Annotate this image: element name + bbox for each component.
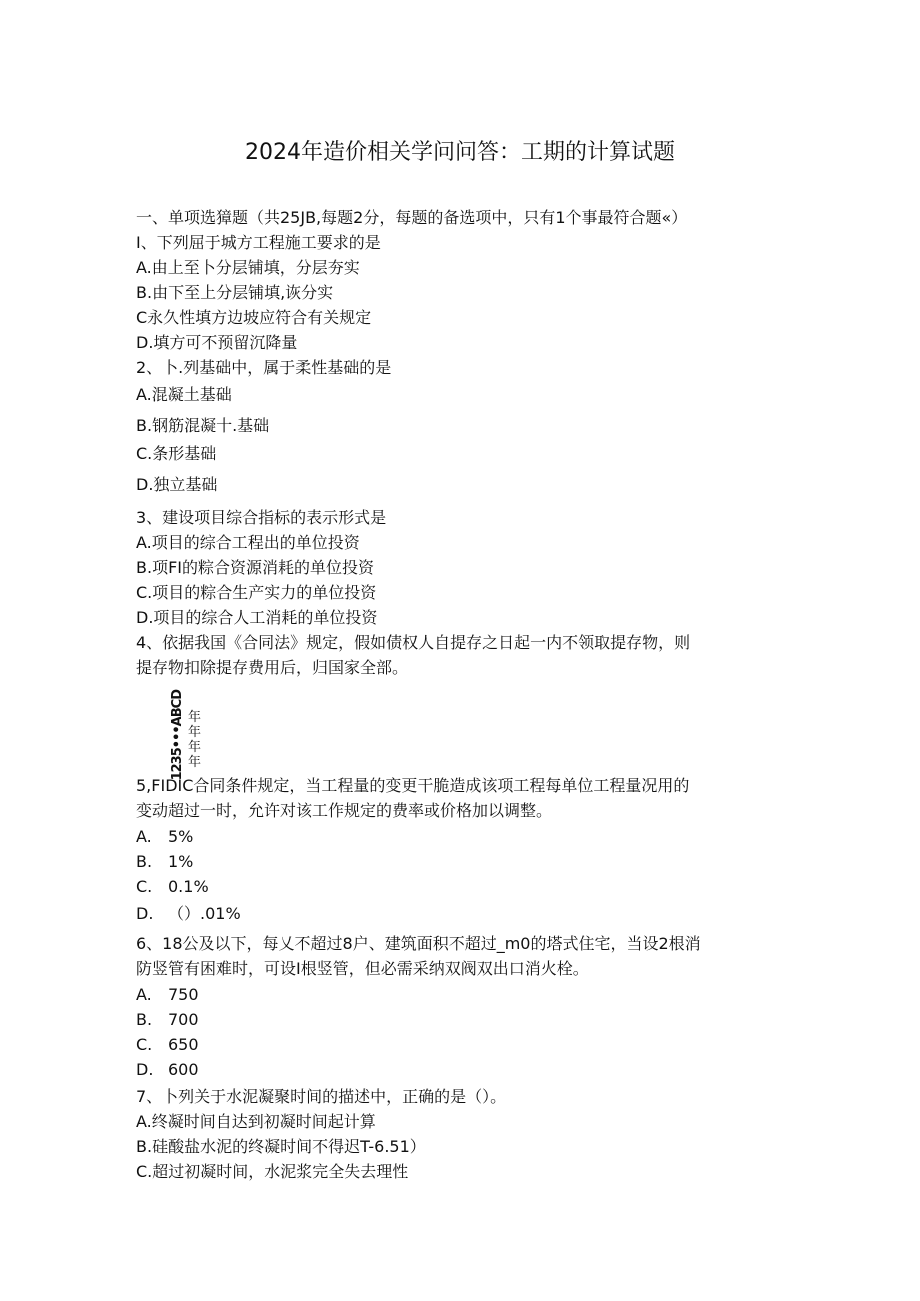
question-3-option-a: A.项目的综合工程出的单位投资: [136, 533, 360, 552]
question-6-option-b: [136, 1009, 199, 1031]
option-label: A.: [136, 827, 152, 846]
option-label: B.: [136, 1010, 153, 1029]
option-label: A.: [136, 985, 152, 1004]
option-value: 700: [168, 1010, 199, 1029]
question-2-stem: 2、卜.列基础中，属于柔性基础的是: [136, 358, 392, 377]
option-label: D.: [136, 1060, 154, 1079]
question-5-option-a: [136, 826, 193, 848]
question-3-option-c: C.项目的粽合生产实力的单位投资: [136, 583, 377, 602]
question-3-option-d: D.项目的综合人工消耗的单位投资: [136, 608, 378, 627]
option-label: C.: [136, 877, 153, 896]
question-2-option-d: D.独立基础: [136, 475, 218, 494]
option-value: 0.1%: [168, 877, 209, 896]
question-3-option-b: B.项FI的粽合资源消耗的单位投资: [136, 558, 374, 577]
question-1-option-b: B.由下至上分层铺填,诙分实: [136, 283, 334, 302]
question-4-year-d: 年: [188, 755, 202, 770]
question-6-stem-line-1: 6、18公及以下，每乂不超过8户、建筑面积不超过_m0的塔式住宅，当设2根消: [136, 934, 701, 953]
option-value: （）.01%: [168, 904, 241, 923]
question-5-option-c: [136, 876, 209, 898]
option-value: 1%: [168, 852, 194, 871]
question-1-option-a: A.由上至卜分层铺填，分层夯实: [136, 258, 360, 277]
question-5-stem-line-2: 变动超过一时，允许对该工作规定的费率或价格加以调整。: [136, 801, 553, 820]
question-1-option-d: D.填方可不预留沉降量: [136, 333, 298, 352]
question-4-stem-line-1: 4、依据我国《合同法》规定，假如债权人自提存之日起一内不领取提存物，则: [136, 633, 691, 652]
question-6-option-d: [136, 1059, 199, 1081]
question-6-option-c: [136, 1034, 199, 1056]
option-label: D.: [136, 904, 154, 923]
option-label: C.: [136, 1035, 153, 1054]
question-7-stem: 7、卜列关于水泥凝聚时间的描述中，正确的是（）。: [136, 1087, 507, 1106]
page-title: 2024年造价相关学问问答：工期的计算试题: [245, 140, 675, 165]
question-6-option-a: [136, 984, 199, 1006]
question-5-stem-line-1: 5,FIDIC合同条件规定，当工程量的变更干脆造成该项工程每单位工程量况用的: [136, 776, 690, 795]
question-4-stem-line-2: 提存物扣除提存费用后，归国家全部。: [136, 658, 409, 677]
question-4-vertical-labels: 1235•••ABCD: [170, 690, 185, 781]
question-5-option-d: [136, 903, 241, 925]
question-6-stem-line-2: 防竖管有困难时，可设I根竖管，但必需采纳双阀双出口消火栓。: [136, 959, 589, 978]
question-5-option-b: [136, 851, 193, 873]
question-7-option-c: C.超过初凝时间，水泥浆完全失去理性: [136, 1162, 409, 1181]
question-2-option-c: C.条形基础: [136, 444, 217, 463]
question-4-year-c: 年: [188, 740, 202, 755]
question-2-option-a: A.混凝土基础: [136, 385, 232, 404]
option-value: 600: [168, 1060, 199, 1079]
question-1-stem: I、下列屈于城方工程施工要求的是: [136, 233, 381, 252]
option-value: 650: [168, 1035, 199, 1054]
question-4-year-a: 年: [188, 710, 202, 725]
question-7-option-b: B.硅酸盐水泥的终凝时间不得迟T-6.51）: [136, 1137, 426, 1156]
question-4-year-b: 年: [188, 725, 202, 740]
question-7-option-a: A.终凝时间自达到初凝时间起计算: [136, 1112, 376, 1131]
option-value: 750: [168, 985, 199, 1004]
question-1-option-c: C永久性填方边坡应符合有关规定: [136, 308, 372, 327]
option-label: B.: [136, 852, 153, 871]
section-heading: 一、单项选獐题（共25JB,每题2分，每题的备选项中，只有1个事最符合题«）: [136, 208, 688, 227]
question-4-year-column: [188, 710, 201, 770]
question-2-option-b: B.钢筋混凝十.基础: [136, 416, 270, 435]
question-3-stem: 3、建设项目综合指标的表示形式是: [136, 508, 387, 527]
option-value: 5%: [168, 827, 194, 846]
